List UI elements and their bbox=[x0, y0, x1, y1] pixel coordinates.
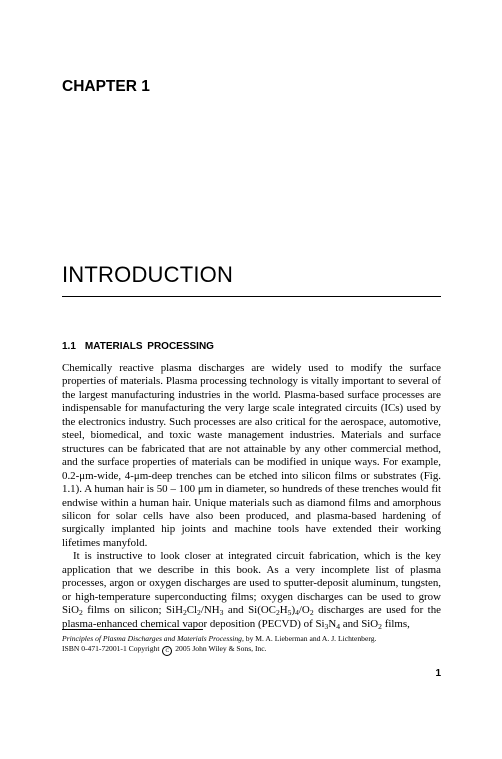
footnote-line-2 bbox=[62, 644, 441, 656]
book-title: Principles of Plasma Discharges and Materials Processing, bbox=[62, 634, 244, 643]
subscript: 3 bbox=[324, 621, 329, 631]
book-authors: by M. A. Lieberman and A. J. Lichtenberg. bbox=[243, 634, 377, 643]
formula-part: /NH bbox=[200, 604, 220, 617]
subscript: 4 bbox=[295, 608, 299, 618]
paragraph-1 bbox=[62, 362, 441, 550]
body-text bbox=[62, 362, 441, 631]
formula-part: H bbox=[279, 604, 288, 617]
formula-part: N bbox=[328, 617, 337, 630]
subscript: 2 bbox=[78, 608, 83, 618]
paragraph-2-text: and bbox=[340, 617, 362, 630]
chapter-title: INTRODUCTION bbox=[62, 262, 234, 287]
paragraph-1-text: Chemically reactive plasma discharges are widely used to modify the surface properties of materials. Plasma processing technology is vitally important to several of the largest manufacturing industries in the world. Plasma-based surface processes are indispensable for manufacturing the very large scale integrated circuits (ICs) used by the electronics industry. Such processes are also critical for the aerospace, automotive, steel, biomedical, and toxic waste management industries. Materials and surface structures can be fabricated that are not attainable by any other commercial method, and the surface properties of materials can be modified in unique ways. For example, 0.2-μm-wide, 4-μm-deep trenches can be etched into silicon films or substrates (Fig. 1.1). A human hair is 50 – 100 μm in diameter, so hundreds of these trenches would fit endwise within a human hair. Unique materials such as diamond films and amorphous silicon for solar cells have also been produced, and plasma-based hardening of surgically implanted hip joints and machine tools have extended their working lifetimes manyfold. bbox=[62, 362, 441, 549]
formula-part: ) bbox=[291, 604, 296, 617]
section-title: MATERIALS PROCESSING bbox=[84, 341, 214, 352]
chapter-label: CHAPTER 1 bbox=[62, 78, 150, 95]
formula-sio2: SiO bbox=[62, 604, 79, 617]
subscript: 2 bbox=[182, 608, 187, 618]
publisher: 2005 John Wiley & Sons, Inc. bbox=[173, 644, 267, 654]
footnote-rule bbox=[62, 629, 203, 630]
formula-part: Cl bbox=[186, 604, 198, 617]
section-number: 1.1 bbox=[62, 341, 76, 352]
footnote-line-1 bbox=[62, 634, 441, 644]
paragraph-2-text: discharges are used for the plasma-enhanced chemical vapor deposition (PECVD) of bbox=[62, 604, 441, 630]
title-rule bbox=[62, 296, 441, 297]
subscript: 2 bbox=[275, 608, 280, 618]
subscript: 2 bbox=[309, 608, 314, 618]
paragraph-2-text: It is instructive to look closer at integrated circuit fabrication, which is the key application that we describe in this book. As a very incomplete list of plasma processes, argon or oxygen discharges are used to sputter-deposit aluminum, tungsten, or high-temperature superconducting films; oxygen discharges can be used to grow bbox=[62, 550, 441, 603]
section-heading bbox=[62, 341, 214, 352]
paragraph-2-text: films, bbox=[381, 617, 410, 630]
formula-teos: Si(OC bbox=[248, 604, 276, 617]
subscript: 4 bbox=[336, 621, 341, 631]
paragraph-2-text: films on silicon; bbox=[82, 604, 166, 617]
paragraph-2-text: and bbox=[223, 604, 249, 617]
subscript: 2 bbox=[197, 608, 201, 618]
isbn: ISBN 0-471-72001-1 Copyright bbox=[62, 644, 162, 654]
copyright-icon: C bbox=[162, 646, 172, 656]
paragraph-2 bbox=[62, 550, 441, 631]
subscript: 3 bbox=[219, 608, 224, 618]
formula-sio2: SiO bbox=[361, 617, 379, 630]
formula-part: /O bbox=[298, 604, 310, 617]
page-number: 1 bbox=[435, 668, 441, 679]
formula-si3n4: Si bbox=[315, 617, 325, 630]
subscript: 2 bbox=[378, 621, 382, 631]
formula-sih2cl2: SiH bbox=[165, 604, 183, 617]
subscript: 5 bbox=[287, 608, 292, 618]
footnote bbox=[62, 634, 441, 656]
